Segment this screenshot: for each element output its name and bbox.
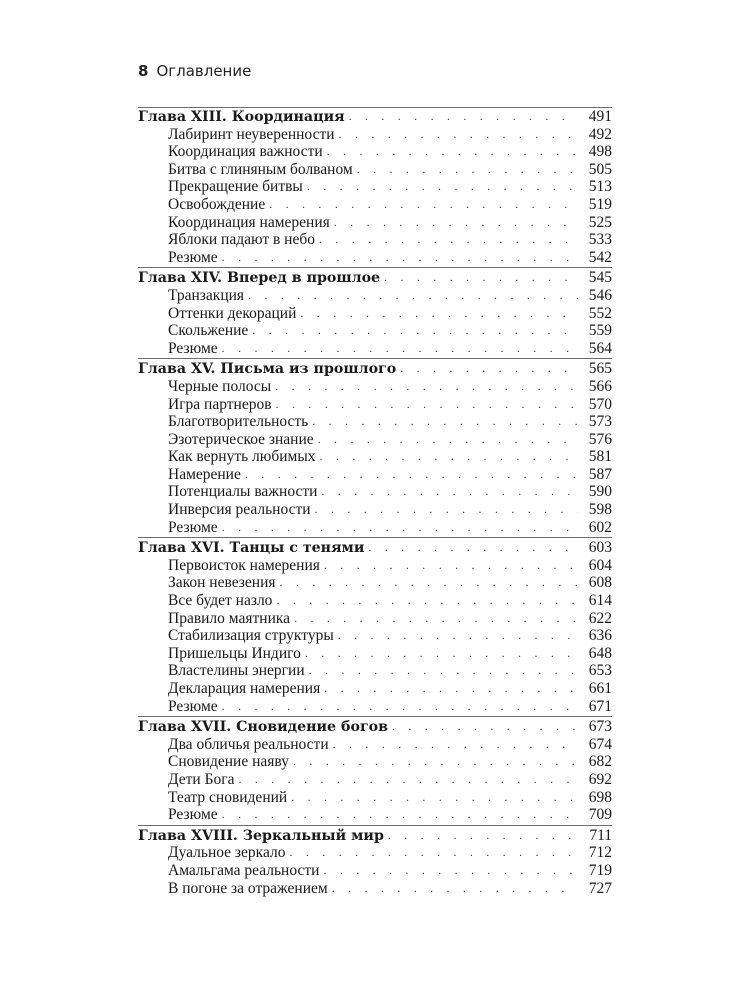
dot-leader	[222, 249, 578, 267]
toc-entry-row[interactable]	[138, 519, 612, 537]
section-title: Игра партнеров	[168, 395, 272, 413]
section-title: Дуальное зеркало	[168, 844, 286, 862]
chapter-block	[138, 358, 612, 536]
dot-leader	[357, 161, 578, 179]
toc-entry-row[interactable]	[138, 322, 612, 340]
toc-entry-row[interactable]	[138, 413, 612, 431]
toc-entry-row[interactable]	[138, 196, 612, 214]
section-title: Скольжение	[168, 322, 249, 340]
dot-leader	[305, 645, 578, 663]
dot-leader	[334, 214, 578, 232]
page-ref: 661	[588, 680, 612, 697]
dot-leader	[384, 269, 578, 287]
section-title: Пришельцы Индиго	[168, 644, 301, 662]
page-ref: 505	[588, 160, 612, 178]
page-ref: 682	[588, 753, 612, 771]
dot-leader	[245, 466, 578, 484]
toc-chapter-row[interactable]	[138, 539, 612, 557]
dot-leader	[293, 753, 578, 771]
page-ref: 564	[588, 339, 612, 357]
chapter-title: Глава XVI. Танцы с тенями	[138, 540, 365, 557]
section-title: Резюме	[168, 697, 218, 715]
page-ref: 622	[588, 609, 612, 627]
dot-leader	[315, 501, 578, 519]
dot-leader	[307, 178, 578, 196]
dot-leader	[400, 360, 578, 378]
section-title: Амальгама реальности	[168, 861, 320, 879]
toc-entry-row[interactable]	[138, 126, 612, 144]
section-title: Правило маятника	[168, 609, 291, 627]
page-ref: 711	[589, 826, 612, 844]
section-title: В погоне за отражением	[168, 879, 328, 897]
section-title: Резюме	[168, 518, 218, 536]
chapter-block	[138, 716, 612, 824]
toc-entry-row[interactable]	[138, 287, 612, 305]
page-ref: 533	[588, 231, 612, 249]
page-ref: 673	[588, 718, 612, 736]
dot-leader	[324, 557, 578, 575]
section-title: Декларация намерения	[168, 680, 321, 697]
toc-chapter-row[interactable]	[138, 718, 612, 736]
section-title: Все будет назло	[168, 592, 273, 610]
dot-leader	[238, 771, 578, 789]
dot-leader	[319, 231, 578, 249]
dot-leader	[333, 736, 578, 754]
toc-entry-row[interactable]	[138, 431, 612, 449]
section-title: Оттенки декораций	[168, 304, 297, 322]
toc-entry-row[interactable]	[138, 214, 612, 232]
dot-leader	[388, 827, 578, 845]
section-title: Резюме	[168, 339, 218, 357]
toc-entry-row[interactable]	[138, 753, 612, 771]
section-title: Координация важности	[168, 143, 323, 161]
page-ref: 636	[588, 627, 612, 645]
section-title: Яблоки падают в небо	[168, 231, 315, 249]
section-title: Лабиринт неуверенности	[168, 125, 335, 143]
chapter-title: Глава XIV. Вперед в прошлое	[138, 270, 381, 287]
section-title: Намерение	[168, 465, 241, 483]
page-ref: 492	[588, 125, 612, 143]
toc-entry-row[interactable]	[138, 305, 612, 323]
page-ref: 653	[588, 662, 612, 680]
page-ref: 491	[588, 108, 612, 125]
dot-leader	[269, 196, 578, 214]
dot-leader	[222, 806, 578, 824]
section-title: Дети Бога	[168, 770, 235, 788]
toc-entry-row[interactable]	[138, 680, 612, 698]
section-title: Оглавление	[156, 62, 252, 80]
toc-entry-row[interactable]	[138, 880, 612, 898]
dot-leader	[368, 539, 578, 557]
toc-entry-row[interactable]	[138, 627, 612, 645]
dot-leader	[312, 413, 578, 431]
section-title: Координация намерения	[168, 213, 330, 231]
section-title: Битва с глиняным болваном	[168, 160, 353, 178]
dot-leader	[318, 431, 578, 449]
chapter-block	[138, 107, 612, 266]
dot-leader	[294, 610, 578, 628]
chapter-title: Глава XVII. Сновидение богов	[138, 719, 388, 736]
dot-leader	[248, 287, 578, 305]
toc-entry-row[interactable]	[138, 448, 612, 466]
toc-entry-row[interactable]	[138, 698, 612, 716]
page-ref: 614	[588, 592, 612, 610]
toc-chapter-row[interactable]	[138, 360, 612, 378]
toc-chapter-row[interactable]	[138, 827, 612, 845]
page-ref: 565	[588, 360, 612, 378]
table-of-contents	[138, 107, 612, 898]
dot-leader	[291, 789, 578, 807]
section-title: Первоисток намерения	[168, 556, 320, 574]
page-ref: 519	[588, 195, 612, 213]
dot-leader	[222, 340, 578, 358]
section-title: Театр сновидений	[168, 788, 288, 806]
dot-leader	[222, 698, 578, 716]
toc-entry-row[interactable]	[138, 557, 612, 575]
page-ref: 692	[588, 770, 612, 788]
section-title: Прекращение битвы	[168, 178, 303, 196]
page-ref: 671	[588, 697, 612, 715]
toc-chapter-row[interactable]	[138, 269, 612, 287]
toc-entry-row[interactable]	[138, 161, 612, 179]
section-title: Властелины энергии	[168, 662, 305, 680]
dot-leader	[323, 862, 578, 880]
toc-entry-row[interactable]	[138, 249, 612, 267]
page-ref: 603	[588, 539, 612, 557]
section-title: Сновидение наяву	[168, 753, 289, 771]
dot-leader	[349, 108, 578, 126]
toc-entry-row[interactable]	[138, 862, 612, 880]
dot-leader	[320, 448, 578, 466]
page-ref: 648	[588, 644, 612, 662]
toc-entry-row[interactable]	[138, 844, 612, 862]
page-ref: 590	[588, 483, 612, 501]
toc-entry-row[interactable]	[138, 662, 612, 680]
dot-leader	[275, 378, 578, 396]
dot-leader	[276, 592, 578, 610]
toc-entry-row[interactable]	[138, 789, 612, 807]
toc-entry-row[interactable]	[138, 396, 612, 414]
section-title: Резюме	[168, 806, 218, 824]
page-ref: 498	[588, 143, 612, 161]
running-head	[138, 62, 251, 80]
section-title: Резюме	[168, 248, 218, 266]
section-title: Потенциалы важности	[168, 483, 318, 501]
toc-entry-row[interactable]	[138, 340, 612, 358]
toc-entry-row[interactable]	[138, 178, 612, 196]
dot-leader	[289, 844, 578, 862]
toc-entry-row[interactable]	[138, 501, 612, 519]
page-ref: 602	[588, 518, 612, 536]
chapter-title: Глава XV. Письма из прошлого	[138, 361, 397, 378]
section-title: Эзотерическое знание	[168, 430, 314, 448]
toc-entry-row[interactable]	[138, 806, 612, 824]
dot-leader	[332, 880, 578, 898]
dot-leader	[222, 519, 578, 537]
page-ref: 566	[588, 377, 612, 395]
page-ref: 513	[588, 178, 612, 196]
toc-entry-row[interactable]	[138, 466, 612, 484]
page-ref: 709	[588, 806, 612, 824]
page-ref: 545	[588, 269, 612, 287]
page-ref: 698	[588, 788, 612, 806]
page-ref: 674	[588, 735, 612, 753]
page-number: 8	[138, 62, 149, 80]
dot-leader	[338, 627, 578, 645]
toc-entry-row[interactable]	[138, 143, 612, 161]
page-ref: 727	[588, 879, 612, 897]
toc-entry-row[interactable]	[138, 483, 612, 501]
chapter-block	[138, 825, 612, 897]
page-ref: 581	[588, 448, 612, 466]
page-ref: 573	[588, 413, 612, 431]
dot-leader	[252, 322, 578, 340]
dot-leader	[339, 126, 578, 144]
page-ref: 608	[588, 574, 612, 592]
chapter-title: Глава XIII. Координация	[138, 109, 345, 125]
page-ref: 542	[588, 248, 612, 266]
dot-leader	[327, 143, 578, 161]
dot-leader	[309, 662, 578, 680]
page-ref: 546	[588, 286, 612, 304]
dot-leader	[300, 305, 578, 323]
page-ref: 719	[588, 861, 612, 879]
toc-entry-row[interactable]	[138, 736, 612, 754]
toc-entry-row[interactable]	[138, 592, 612, 610]
toc-chapter-row[interactable]	[138, 108, 612, 126]
toc-entry-row[interactable]	[138, 771, 612, 789]
page-ref: 587	[588, 465, 612, 483]
toc-entry-row[interactable]	[138, 645, 612, 663]
dot-leader	[321, 483, 578, 501]
section-title: Как вернуть любимых	[168, 448, 316, 466]
dot-leader	[392, 718, 578, 736]
page-ref: 604	[588, 556, 612, 574]
page-ref: 552	[588, 304, 612, 322]
section-title: Закон невезения	[168, 574, 276, 592]
toc-entry-row[interactable]	[138, 610, 612, 628]
section-title: Инверсия реальности	[168, 501, 311, 519]
section-title: Транзакция	[168, 286, 245, 304]
toc-entry-row[interactable]	[138, 378, 612, 396]
page-ref: 559	[588, 322, 612, 340]
chapter-block	[138, 537, 612, 715]
page-ref: 576	[588, 430, 612, 448]
page-ref: 598	[588, 501, 612, 519]
page-ref: 570	[588, 395, 612, 413]
dot-leader	[324, 680, 578, 698]
dot-leader	[280, 574, 578, 592]
chapter-title: Глава XVIII. Зеркальный мир	[138, 827, 384, 844]
section-title: Два обличья реальности	[168, 735, 329, 753]
section-title: Черные полосы	[168, 377, 272, 395]
page-ref: 525	[588, 213, 612, 231]
chapter-block	[138, 267, 612, 357]
page-ref: 712	[588, 844, 612, 862]
section-title: Освобождение	[168, 195, 266, 213]
toc-entry-row[interactable]	[138, 574, 612, 592]
section-title: Благотворительность	[168, 413, 309, 431]
toc-entry-row[interactable]	[138, 231, 612, 249]
dot-leader	[276, 396, 578, 414]
section-title: Стабилизация структуры	[168, 627, 334, 645]
